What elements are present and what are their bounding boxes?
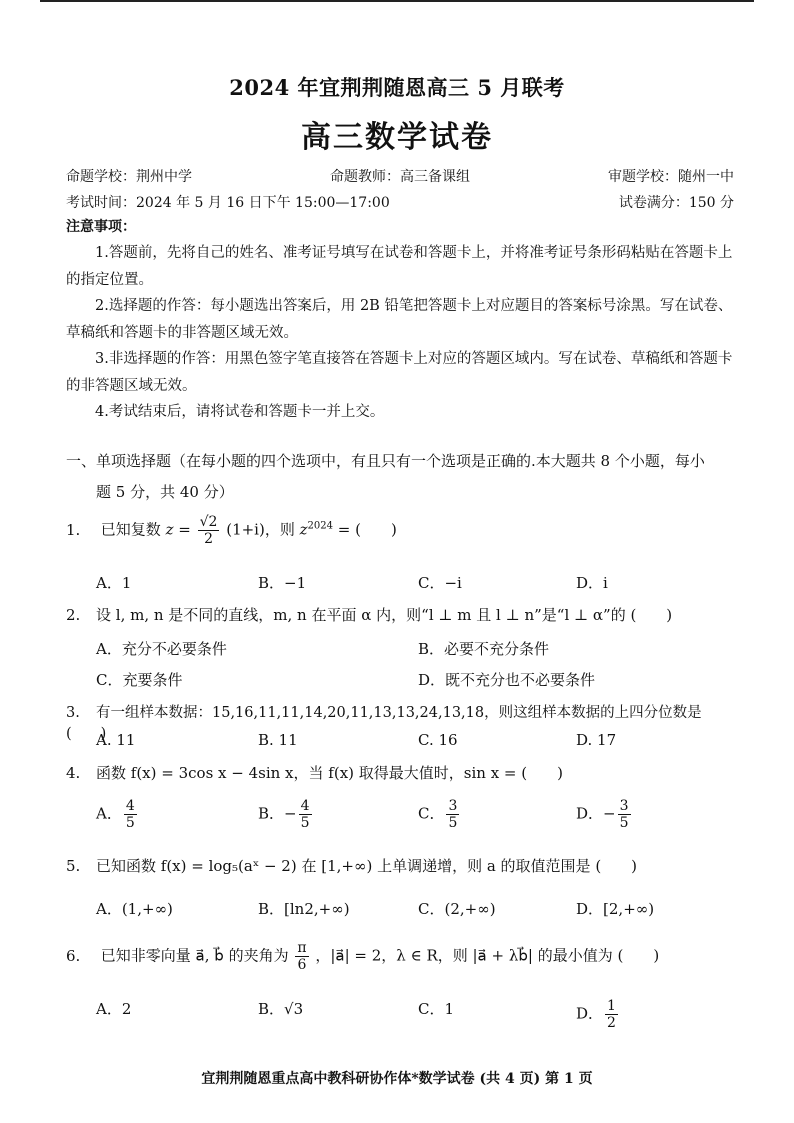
question-text: 有一组样本数据：15,16,11,11,14,20,11,13,13,24,13,18，则这组样本数据的上四分位数是 ( ) [66, 705, 702, 742]
note-item: 2.选择题的作答：每小题选出答案后，用 2B 铅笔把答题卡上对应题目的答案标号涂黑。写在试卷、草稿纸和答题卡的非答题区域无效。 [66, 298, 733, 341]
question-number: 4. [66, 764, 81, 782]
option-b[interactable]: B．−1 [258, 574, 307, 592]
question-5 [66, 855, 746, 876]
section-line-2: 题 5 分，共 40 分） [96, 483, 234, 501]
section-heading [66, 446, 734, 508]
option-a[interactable]: A． $\frac{4}{5}$ [96, 798, 135, 831]
option-d[interactable]: D．[2,+∞) [576, 900, 655, 918]
math-expr: z = [165, 520, 191, 539]
question-text: 已知函数 f(x) = log₅(aˣ − 2) 在 [1,+∞) 上单调递增，则 a 的取值范围是 ( ) [96, 857, 638, 875]
question-number: 5. [66, 857, 81, 875]
question-2 [66, 604, 746, 625]
option-b[interactable]: B．[ln2,+∞) [258, 900, 350, 918]
option-d[interactable]: D． $\frac{1}{2}$ [576, 998, 616, 1031]
option-b[interactable]: B．√3 [258, 1000, 304, 1018]
option-b[interactable]: B. 11 [258, 731, 298, 749]
meta-row-1 [66, 166, 734, 186]
question-text: (1+i)，则 [226, 520, 295, 539]
meta-row-2 [66, 192, 734, 212]
option-c[interactable]: C．(2,+∞) [418, 900, 496, 918]
note-item: 1.答题前，先将自己的姓名、准考证号填写在试卷和答题卡上，并将准考证号条形码粘贴在答题卡上的指定位置。 [66, 245, 733, 288]
question-text: ，|a⃗| = 2，λ ∈ R，则 |a⃗ + λb⃗| 的最小值为 ( ) [315, 946, 660, 965]
option-d[interactable]: D．− $\frac{3}{5}$ [576, 798, 629, 831]
question-text: 已知复数 [100, 520, 161, 539]
question-text: = ( ) [337, 520, 397, 539]
option-b[interactable]: B．必要不充分条件 [418, 640, 550, 658]
option-d[interactable]: D. 17 [576, 731, 617, 749]
question-text: 已知非零向量 a⃗, b⃗ 的夹角为 [100, 946, 289, 965]
fraction: $\frac{\pi}{6}$ [297, 940, 307, 973]
question-text: 设 l, m, n 是不同的直线，m, n 在平面 α 内，则“l ⊥ m 且 l ⊥ n”是“l ⊥ α”的 ( ) [96, 606, 673, 624]
option-a[interactable]: A．(1,+∞) [96, 900, 173, 918]
question-1 [66, 514, 746, 547]
exponent: 2024 [307, 520, 333, 532]
exam-title: 2024 年宜荆荆随恩高三 5 月联考 [229, 75, 565, 100]
option-d[interactable]: D．既不充分也不必要条件 [418, 671, 596, 689]
question-number: 1. [66, 520, 81, 539]
note-item: 3.非选择题的作答：用黑色签字笔直接答在答题卡上对应的答题区域内。写在试卷、草稿纸和答题卡的非答题区域无效。 [66, 351, 733, 394]
section-line-1: 一、单项选择题（在每小题的四个选项中，有且只有一个选项是正确的.本大题共 8 个小题，每小 [66, 452, 705, 470]
option-a[interactable]: A．1 [96, 574, 132, 592]
option-a[interactable]: A. 11 [96, 731, 136, 749]
notes-heading: 注意事项： [66, 219, 136, 235]
question-4 [66, 762, 746, 783]
meta-score: 试卷满分：150 分 [618, 195, 734, 211]
meta-reviewer: 审题学校：随州一中 [608, 169, 734, 185]
fraction: $\frac{√2}{2}$ [199, 514, 218, 547]
question-number: 6. [66, 946, 81, 965]
question-text: 函数 f(x) = 3cos x − 4sin x，当 f(x) 取得最大值时，sin x = ( ) [96, 764, 563, 782]
option-b[interactable]: B．− $\frac{4}{5}$ [258, 798, 310, 831]
exam-subtitle: 高三数学试卷 [301, 120, 493, 155]
option-c[interactable]: C．1 [418, 1000, 455, 1018]
option-d[interactable]: D．i [576, 574, 608, 592]
option-c[interactable]: C． $\frac{3}{5}$ [418, 798, 458, 831]
option-a[interactable]: A．充分不必要条件 [96, 640, 227, 658]
page-footer: 宜荆荆随恩重点高中教科研协作体*数学试卷 (共 4 页) 第 1 页 [201, 1071, 593, 1087]
question-3 [66, 701, 746, 743]
math-expr: z [299, 520, 308, 539]
meta-teacher: 命题教师：高三备课组 [330, 169, 470, 185]
meta-time: 考试时间：2024 年 5 月 16 日下午 15:00—17:00 [66, 195, 390, 211]
option-c[interactable]: C．−i [418, 574, 462, 592]
question-number: 2. [66, 606, 81, 624]
question-6 [66, 940, 746, 973]
question-number: 3. [66, 705, 80, 721]
meta-school: 命题学校：荆州中学 [66, 169, 192, 185]
option-a[interactable]: A．2 [96, 1000, 132, 1018]
note-item: 4.考试结束后，请将试卷和答题卡一并上交。 [95, 404, 385, 420]
option-c[interactable]: C. 16 [418, 731, 458, 749]
top-rule [40, 0, 754, 2]
option-c[interactable]: C．充要条件 [96, 671, 183, 689]
